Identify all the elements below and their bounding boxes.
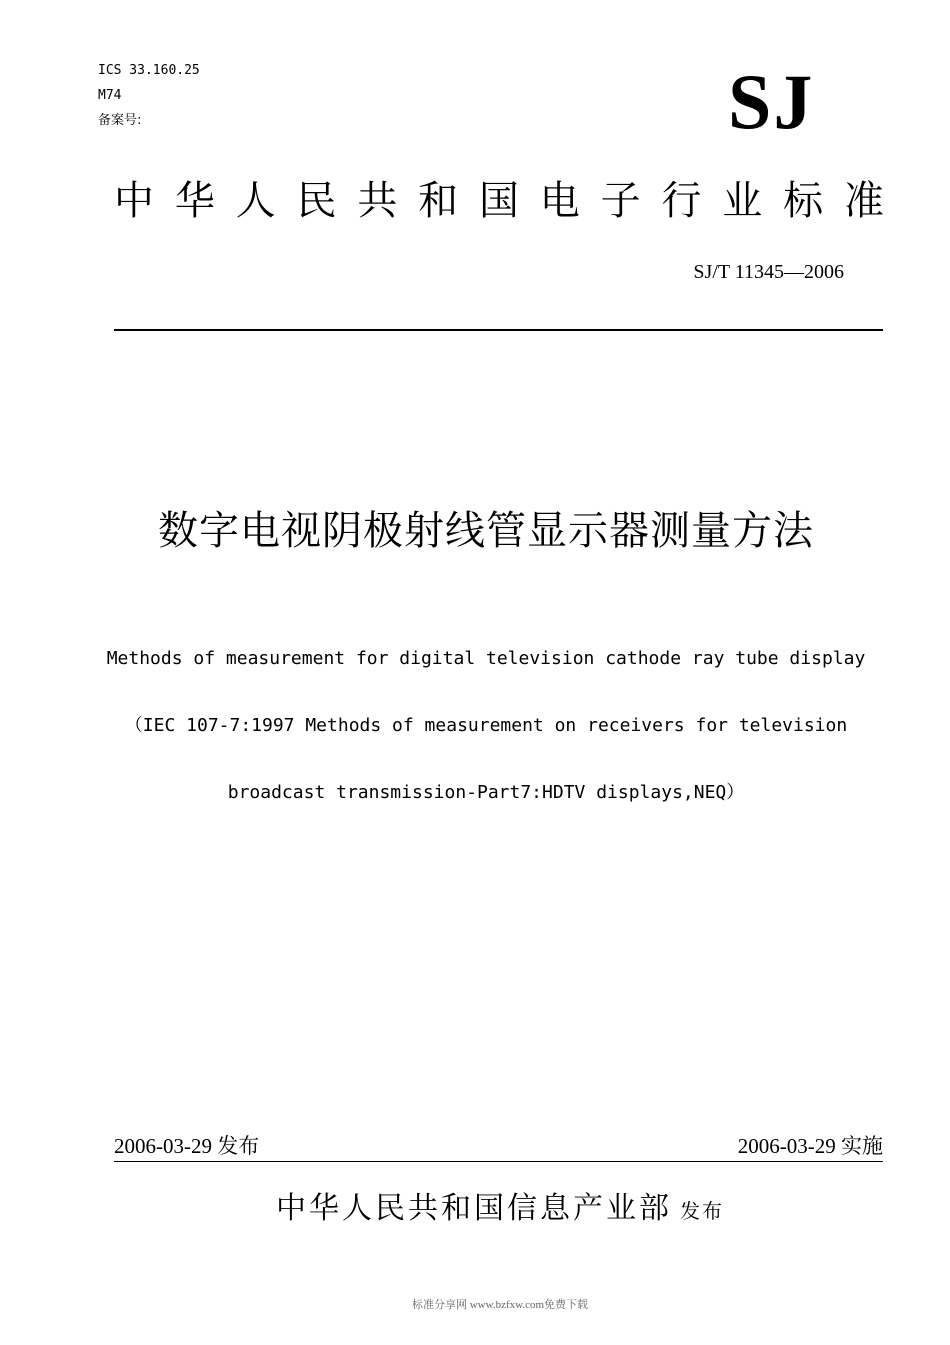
ics-code: ICS 33.160.25	[98, 63, 200, 78]
implementation-date: 2006-03-29 实施	[737, 1134, 883, 1158]
heading-char: 民	[296, 178, 337, 224]
heading-char: 子	[600, 178, 641, 224]
heading-char: 人	[235, 178, 276, 224]
publisher	[0, 1190, 950, 1230]
heading-char: 中	[114, 178, 154, 224]
heading-char: 行	[661, 178, 702, 224]
heading-char: 电	[539, 178, 580, 224]
heading-char: 准	[843, 178, 884, 224]
adoption-note-line-1: （IEC 107-7:1997 Methods of measurement on receivers for television	[124, 715, 848, 736]
heading-char: 和	[418, 178, 459, 224]
adoption-note-line-2: broadcast transmission-Part7:HDTV displays,NEQ）	[227, 782, 745, 803]
heading-char: 国	[478, 178, 519, 224]
sj-logo: SJ	[728, 58, 815, 145]
ccs-code: M74	[98, 88, 122, 103]
issue-date: 2006-03-29 发布	[114, 1134, 260, 1158]
heading-char: 标	[783, 178, 824, 224]
heading-char: 业	[722, 178, 763, 224]
record-number-label: 备案号:	[98, 113, 142, 128]
top-divider	[114, 329, 883, 331]
publisher-suffix: 发布	[680, 1199, 724, 1223]
standard-number: SJ/T 11345—2006	[693, 261, 844, 283]
chinese-title: 数字电视阴极射线管显示器测量方法	[158, 508, 814, 554]
heading-char: 华	[174, 178, 215, 224]
bottom-divider	[114, 1161, 883, 1162]
standard-heading	[114, 176, 884, 226]
english-title: Methods of measurement for digital television cathode ray tube display	[106, 648, 866, 669]
heading-char: 共	[357, 178, 398, 224]
publisher-name: 中华人民共和国信息产业部	[276, 1191, 672, 1226]
watermark: 标准分享网 www.bzfxw.com免费下载	[411, 1299, 589, 1311]
